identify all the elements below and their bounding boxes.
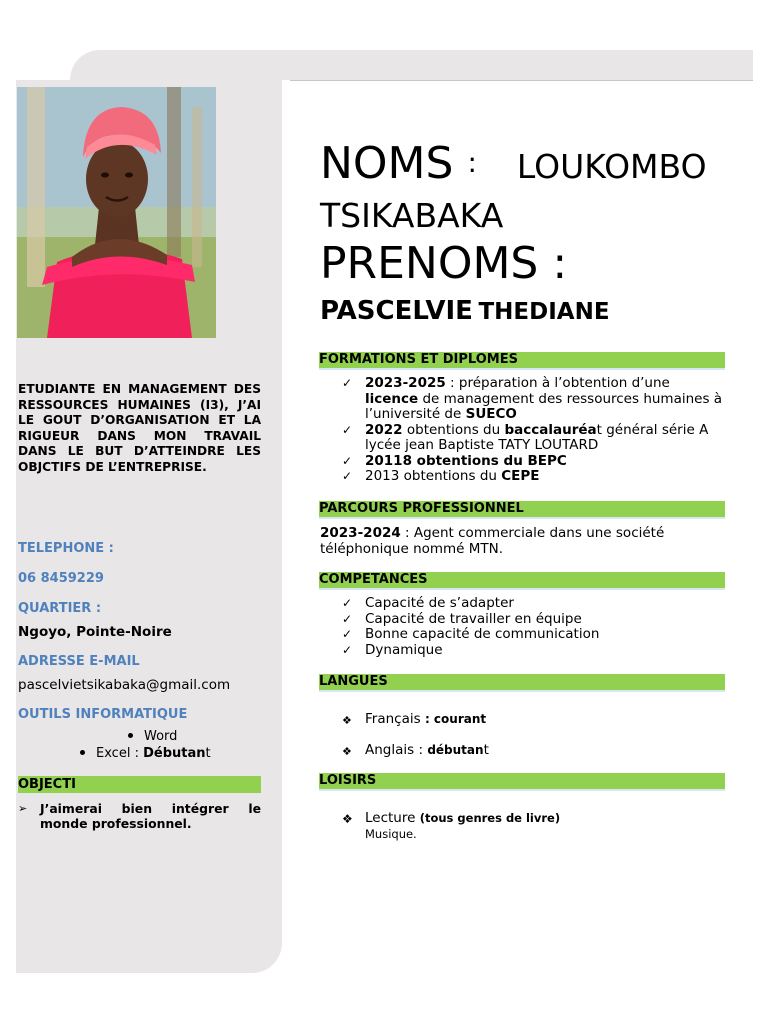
check-icon: ✓ [342, 627, 353, 641]
email-value[interactable]: pascelvietsikabaka@gmail.com [18, 677, 231, 693]
langues-list [320, 712, 725, 728]
list-item: ✓ 2022 obtentions du baccalauréat général série A lycée jean Baptiste TATY LOUTARD [342, 421, 709, 453]
list-item: Musique. [365, 826, 417, 841]
quartier-label: QUARTIER : [18, 601, 102, 616]
list-item: ✓ Bonne capacité de communication [342, 626, 600, 642]
list-item: ✓ 2023-2025 : préparation à l’obtention d’une licence de management des ressources humaines à l’université de SUECO [342, 375, 723, 422]
list-item: ✓ Dynamique [342, 641, 443, 658]
list-item: ❖ Français : courant [342, 711, 487, 727]
quartier-value: Ngoyo, Pointe-Noire [18, 624, 172, 640]
profile-summary: ETUDIANTE EN MANAGEMENT DES RESSOURCES HUMAINES (I3), J’AI LE GOUT D’ORGANISATION ET LA RIGUEUR DANS MON TRAVAIL DANS LE BUT D’ATTEINDRE LES OBJCTIFS DE L’ENTREPRISE. [18, 382, 261, 474]
objective-text: ➢ J’aimerai bien intégrer le monde professionnel. [18, 801, 261, 831]
check-icon: ✓ [342, 376, 353, 390]
check-icon: ✓ [342, 611, 353, 626]
list-item: Excel : Débutant [80, 746, 211, 761]
diamond-icon: ❖ [342, 812, 353, 826]
section-langues-title: LANGUES [319, 674, 725, 692]
list-item: ✓ 20118 obtentions du BEPC [342, 452, 567, 469]
diamond-icon: ❖ [342, 714, 352, 727]
section-loisirs-title: LOISIRS [319, 773, 725, 791]
bullet-icon [80, 750, 85, 755]
noms-heading: NOMS : LOUKOMBO [320, 138, 707, 189]
section-parcours-title: PARCOURS PROFESSIONNEL [319, 501, 725, 519]
top-divider-line [290, 80, 753, 81]
section-competences-title: COMPETANCES [319, 572, 725, 590]
check-icon: ✓ [342, 469, 353, 483]
formations-list [320, 376, 725, 485]
check-icon: ✓ [342, 596, 353, 610]
prenoms-heading: PRENOMS : [320, 238, 568, 289]
loisirs-list [320, 811, 725, 841]
competences-list [320, 596, 725, 658]
telephone-value: 06 8459229 [18, 571, 104, 586]
diamond-icon: ❖ [342, 745, 352, 758]
last-name-line2: TSIKABAKA [320, 196, 504, 235]
bullet-icon [128, 733, 133, 738]
check-icon: ✓ [342, 453, 353, 468]
email-label: ADRESSE E-MAIL [18, 654, 140, 669]
first-names: PASCELVIE THEDIANE [320, 296, 610, 326]
list-item: ❖ Anglais : débutant [342, 742, 489, 758]
langues-list-2 [320, 743, 725, 759]
top-decorative-band [70, 50, 753, 80]
list-item: ✓ 2013 obtentions du CEPE [342, 468, 540, 484]
list-item: ✓ Capacité de s’adapter [342, 595, 514, 611]
check-icon: ✓ [342, 422, 353, 437]
arrow-icon: ➢ [18, 802, 28, 815]
profile-photo [17, 87, 216, 338]
list-item: ✓ Capacité de travailler en équipe [342, 610, 582, 627]
list-item: ❖ Lecture (tous genres de livre) [342, 810, 561, 826]
telephone-label: TELEPHONE : [18, 541, 114, 556]
last-name-line1: LOUKOMBO [516, 147, 707, 186]
objective-heading: OBJECTI [18, 776, 261, 793]
check-icon: ✓ [342, 642, 353, 657]
parcours-entry: 2023-2024 : Agent commerciale dans une société téléphonique nommé MTN. [320, 525, 665, 557]
list-item: Word [128, 729, 177, 744]
tools-label: OUTILS INFORMATIQUE [18, 707, 188, 722]
section-formations-title: FORMATIONS ET DIPLOMES [319, 352, 725, 370]
